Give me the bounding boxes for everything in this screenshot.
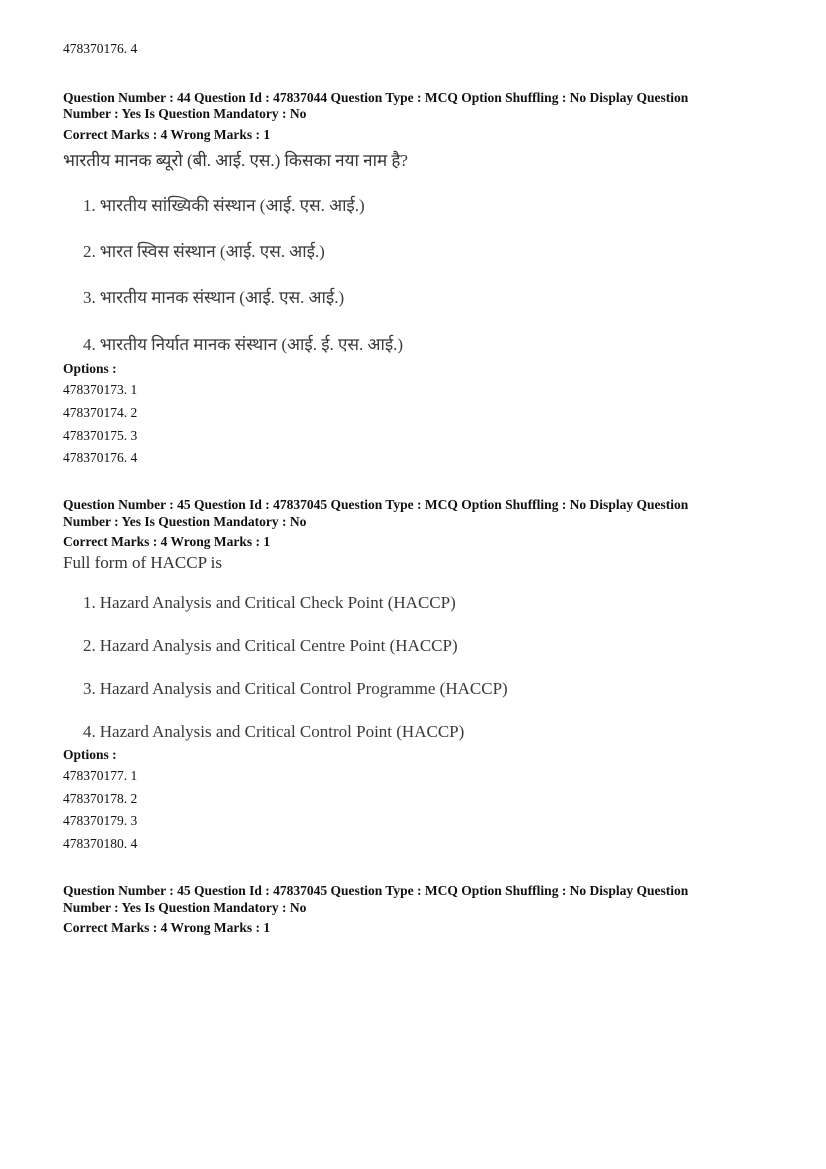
question-text: Full form of HACCP is xyxy=(63,553,223,572)
question-text: भारतीय मानक ब्यूरो (बी. आई. एस.) किसका नया नाम है? xyxy=(63,151,408,170)
choice-text: भारत स्विस संस्थान (आई. एस. आई.) xyxy=(99,242,325,261)
question-meta-line: Question Number : 45 Question Id : 47837045 Question Type : MCQ Option Shuffling : No Display Question xyxy=(63,883,689,898)
option-id: 478370174. 2 xyxy=(63,405,138,420)
question-meta-line: Number : Yes Is Question Mandatory : No xyxy=(63,106,307,121)
option-id: 478370175. 3 xyxy=(63,428,138,443)
choice-number: 3. xyxy=(83,679,96,698)
question-marks: Correct Marks : 4 Wrong Marks : 1 xyxy=(63,127,271,142)
choice-text: Hazard Analysis and Critical Centre Point (HACCP) xyxy=(99,636,458,655)
answer-choice xyxy=(83,636,458,656)
choice-number: 4. xyxy=(83,722,96,741)
option-id: 478370173. 1 xyxy=(63,382,138,397)
choice-text: Hazard Analysis and Critical Control Programme (HACCP) xyxy=(99,679,508,698)
choice-text: Hazard Analysis and Critical Check Point (HACCP) xyxy=(99,593,456,612)
answer-choice xyxy=(83,335,403,355)
option-id: 478370180. 4 xyxy=(63,836,138,851)
question-meta-line: Number : Yes Is Question Mandatory : No xyxy=(63,900,307,915)
answer-choice xyxy=(83,288,344,308)
choice-text: भारतीय मानक संस्थान (आई. एस. आई.) xyxy=(99,288,345,307)
option-id: 478370176. 4 xyxy=(63,450,138,465)
option-id-line: 478370176. 4 xyxy=(63,41,138,56)
question-meta-line: Number : Yes Is Question Mandatory : No xyxy=(63,514,307,529)
choice-number: 2. xyxy=(83,242,96,261)
question-meta-line: Question Number : 45 Question Id : 47837045 Question Type : MCQ Option Shuffling : No Display Question xyxy=(63,497,689,512)
choice-number: 1. xyxy=(83,196,96,215)
option-id: 478370177. 1 xyxy=(63,768,138,783)
choice-text: भारतीय सांख्यिकी संस्थान (आई. एस. आई.) xyxy=(99,196,365,215)
choice-number: 3. xyxy=(83,288,96,307)
answer-choice xyxy=(83,679,508,699)
option-id: 478370178. 2 xyxy=(63,791,138,806)
options-label: Options : xyxy=(63,361,117,376)
question-marks: Correct Marks : 4 Wrong Marks : 1 xyxy=(63,920,271,935)
option-id: 478370179. 3 xyxy=(63,813,138,828)
answer-choice xyxy=(83,722,464,742)
choice-number: 2. xyxy=(83,636,96,655)
choice-number: 4. xyxy=(83,335,96,354)
choice-text: Hazard Analysis and Critical Control Point (HACCP) xyxy=(99,722,465,741)
options-label: Options : xyxy=(63,747,117,762)
answer-choice xyxy=(83,242,325,262)
question-marks: Correct Marks : 4 Wrong Marks : 1 xyxy=(63,534,271,549)
choice-number: 1. xyxy=(83,593,96,612)
choice-text: भारतीय निर्यात मानक संस्थान (आई. ई. एस. आई.) xyxy=(99,335,404,354)
answer-choice xyxy=(83,593,456,613)
question-meta-line: Question Number : 44 Question Id : 47837044 Question Type : MCQ Option Shuffling : No Display Question xyxy=(63,90,689,105)
answer-choice xyxy=(83,196,365,216)
